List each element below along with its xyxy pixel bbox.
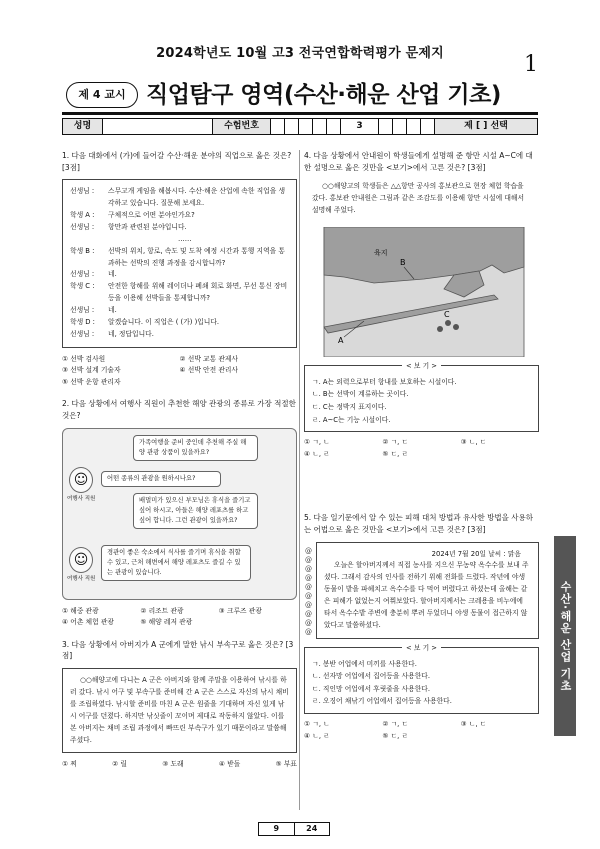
choice-option: ③ 도래	[162, 760, 184, 769]
speaker-label: 선생님 :	[70, 329, 95, 338]
dialogue-text: 네.	[108, 306, 117, 315]
exam-no-cell[interactable]	[271, 119, 285, 134]
chat-bubble: 배멀미가 있으신 부모님은 휴식을 즐기고 싶어 하시고, 아들은 해양 레포츠를 하고 싶어 합니다. 그런 관광이 있을까요?	[133, 493, 258, 529]
speaker-label: 학생 D :	[70, 318, 95, 327]
choice-option: ⑤ ㄷ, ㄹ	[382, 449, 409, 458]
chat-bubble: 가족여행을 준비 중인데 추천해 주실 해양 관광 상품이 있을까요?	[133, 435, 258, 461]
dialogue-line	[70, 281, 289, 305]
dialogue-text: 알겠습니다. 이 직업은 ( (가) )입니다.	[108, 318, 220, 327]
choice-option: ① ㄱ, ㄴ	[304, 438, 330, 447]
page-footer	[258, 822, 330, 836]
exam-no-cell[interactable]	[285, 119, 299, 134]
speaker-label: 학생 B :	[70, 246, 95, 255]
exam-no-cell[interactable]	[407, 119, 421, 134]
q5-choices	[304, 719, 539, 742]
subject-title: 직업탐구 영역(수산·해운 산업 기초)	[146, 82, 501, 108]
q1-choices	[62, 354, 297, 389]
choice-option: ② 릴	[112, 760, 127, 769]
dialogue-line	[70, 222, 289, 234]
speaker-label: 선생님 :	[70, 306, 95, 315]
choice-option: ③ 크루즈 관광	[218, 606, 262, 615]
footer-total-pages: 24	[294, 823, 330, 835]
choice-option: ⑤ ㄷ, ㄹ	[382, 731, 409, 740]
choice-option: ② 리조트 관광	[140, 606, 184, 615]
dialogue-text: 선박의 위치, 항로, 속도 및 도착 예정 시간과 통행 지역을 통과하는 선박의 진행 과정을 감시합니까?	[108, 246, 285, 267]
choice-option: ① 찌	[62, 760, 77, 769]
dialogue-line	[70, 210, 289, 222]
choice-option: ④ 받돌	[218, 760, 241, 769]
q3-stem: 3. 다음 상황에서 아버지가 A 군에게 말한 낚시 부속구로 옳은 것은? [3점]	[62, 639, 294, 661]
dialogue-line	[70, 305, 289, 317]
exam-no-cell[interactable]	[379, 119, 393, 134]
subject-side-tab: 수산·해운 산업 기초	[554, 536, 576, 736]
map-label-c: C	[444, 309, 450, 319]
footer-current-page: 9	[273, 824, 280, 833]
choice-option: ③ 선박 설계 기술자	[62, 366, 121, 375]
dialogue-line	[70, 186, 289, 210]
q2-choices	[62, 606, 297, 629]
q4-passage: ○○해양고의 학생들은 △△항만 공사의 홍보관으로 현장 체험 학습을 갔다. 홍보관 안내원은 그림과 같은 조감도를 이용해 항만 시설에 대해서 설명해 주었다.	[312, 182, 525, 215]
choice-option: ③ ㄴ, ㄷ	[460, 720, 487, 728]
q3-choices	[62, 759, 297, 769]
choice-option: ① 선박 검사원	[62, 354, 106, 363]
exam-no-label: 수험번호	[213, 119, 271, 134]
choice-option: ① 해중 관광	[62, 606, 99, 615]
chat-bubble: 어떤 종류의 관광을 원하시나요?	[101, 471, 221, 487]
page-number: 1	[524, 52, 538, 77]
speaker-label: 선생님 :	[70, 270, 95, 279]
q4-bogi-box	[304, 361, 539, 432]
choice-option: ⑤ 선박 운항 관리자	[62, 377, 121, 386]
bogi-item: ㄷ. 직인망 어업에서 후릿줄을 사용한다.	[312, 684, 431, 693]
choice-option: ⑤ 부표	[275, 760, 297, 769]
bogi-item: ㄴ. 선자망 어업에서 집어등을 사용한다.	[312, 672, 431, 681]
dialogue-line	[70, 317, 289, 329]
dialogue-text: ……	[178, 234, 192, 243]
q5-diary	[305, 542, 539, 639]
choice-option: ③ ㄴ, ㄷ	[460, 438, 487, 447]
choice-option: ④ 어촌 체험 관광	[62, 618, 114, 627]
q4-stem: 4. 다음 상황에서 안내원이 학생들에게 설명해 준 항만 시설 A~C에 대한 설명으로 옳은 것만을 <보기>에서 고른 것은? [3점]	[304, 151, 533, 172]
bogi-item: ㄱ. 봉받 어업에서 미끼를 사용한다.	[312, 659, 417, 668]
map-label-b: B	[400, 257, 406, 267]
dialogue-line	[70, 234, 289, 246]
agent-label: 여행사 직원	[67, 575, 96, 582]
q5-stem: 5. 다음 일기문에서 알 수 있는 피해 대처 방법과 유사한 방법을 사용하는 어법으로 옳은 것만을 <보기>에서 고른 것은? [3점]	[304, 513, 533, 534]
diary-text: 오늘은 할아버지께서 직접 농사를 지으신 무농약 옥수수를 보내 주셨다. 그래서 감사의 인사를 전하기 위해 전화를 드렸다. 작년에 야생 동물이 밭을 파헤치고 옥수수를 다 먹어 버렸다고 하셨는데 올해는 같은 피해가 없었는지 여쭤보았다. 할아버지께서는 크레용을 비누에에 타서 옥수수밭 주변에 충분히 뿌려 두었더니 야생 동물이 접근하지 않았다고 말씀하셨다.	[324, 561, 529, 629]
bogi-title: < 보 기 >	[402, 644, 441, 652]
q1-stem: 1. 다음 대화에서 (가)에 들어갈 수산·해운 분야의 직업으로 옳은 것은? [3점]	[62, 151, 292, 172]
choice-option: ④ 선박 안전 관리사	[179, 366, 239, 375]
header-rule	[62, 112, 538, 115]
agent-avatar-icon: ☺	[69, 547, 93, 573]
bogi-item: ㄱ. A는 외력으로부터 항내를 보호하는 시설이다.	[312, 377, 457, 386]
exam-no-digit: 3	[341, 119, 379, 134]
dialogue-line	[70, 246, 289, 270]
choice-option: ① ㄱ, ㄴ	[304, 720, 330, 728]
q2-chat-screen	[62, 428, 297, 600]
bogi-item: ㄹ. 오징어 채낚기 어업에서 집어등을 사용한다.	[312, 697, 452, 706]
map-land-label: 육지	[374, 248, 388, 257]
diary-date: 2024년 7월 20일 날씨 : 맑음	[431, 549, 521, 558]
speaker-label: 선생님 :	[70, 187, 95, 196]
dialogue-text: 안전한 항해를 위해 레이더나 폐쇄 회로 화면, 무선 통신 장비 등을 이용해 선박들을 통제합니까?	[108, 282, 288, 303]
bogi-item: ㄹ. A~C는 기능 시설이다.	[312, 415, 391, 424]
choice-option: ⑤ 해양 레저 관광	[140, 618, 193, 627]
exam-no-cell[interactable]	[327, 119, 341, 134]
dialogue-line	[70, 329, 289, 341]
column-divider	[299, 150, 300, 810]
speaker-label: 학생 C :	[70, 282, 95, 291]
dialogue-text: 구체적으로 어떤 분야인가요?	[108, 211, 195, 220]
bogi-item: ㄴ. B는 선박이 계류하는 곳이다.	[312, 390, 409, 399]
exam-no-cell[interactable]	[299, 119, 313, 134]
left-column	[62, 150, 297, 770]
exam-no-cell[interactable]	[313, 119, 327, 134]
agent-avatar-icon: ☺	[69, 467, 93, 493]
dialogue-text: 스무고개 게임을 해봅시다. 수산·해운 산업에 속한 직업을 생각하고 있습니다. 질문해 보세요.	[108, 187, 286, 208]
q5-bogi-box	[304, 643, 539, 714]
session-badge: 제 4 교시	[66, 82, 138, 108]
q4-port-map	[304, 227, 539, 357]
q3-passage: ○○해양고에 다니는 A 군은 아버지와 함께 주말을 이용하여 낚시를 하러 갔다. 낚시 어구 및 부속구를 준비해 간 A 군은 스스로 자신의 낚시 채비를 조립하였다. 낚시할 준비를 마친 A 군은 원줄을 기대하며 자신 있게 낚시 어구를 던졌다. 하지만 낚싯줄이 꼬이며 제대로 작동하지 않았다. 이를 본 아버지는 채비 조립 과정에서 빠뜨린 부속구가 있기 때문이라고 말씀해 주셨다.	[62, 668, 297, 753]
bogi-item: ㄷ. C는 정박지 표지이다.	[312, 403, 387, 412]
q2-stem: 2. 다음 상황에서 여행사 직원이 추천한 해양 관광의 종류로 가장 적절한 것은?	[62, 399, 296, 421]
choice-option: ② ㄱ, ㄷ	[382, 438, 409, 447]
exam-no-cell[interactable]	[393, 119, 407, 134]
dialogue-line	[70, 269, 289, 281]
speaker-label: 학생 A :	[70, 211, 95, 220]
choice-option: ② ㄱ, ㄷ	[382, 720, 409, 728]
exam-header-title: 2024학년도 10월 고3 전국연합학력평가 문제지	[156, 46, 444, 61]
q4-choices	[304, 437, 539, 460]
q1-dialogue-box	[62, 179, 297, 348]
dialogue-text: 네.	[108, 270, 117, 279]
right-column	[304, 150, 539, 752]
spiral-binding-icon: @ @ @ @ @ @ @ @ @ @	[305, 546, 312, 636]
dialogue-text: 항만과 관련된 분야입니다.	[108, 222, 187, 231]
chat-bubble: 경관이 좋은 숙소에서 식사를 즐기며 휴식을 취할 수 있고, 근처 해변에서 해양 레포츠도 즐길 수 있는 관광이 있습니다.	[101, 545, 251, 581]
map-label-a: A	[338, 335, 344, 345]
dialogue-text: 네, 정답입니다.	[108, 329, 154, 338]
agent-label: 여행사 직원	[67, 495, 96, 502]
student-info-row	[62, 118, 538, 135]
speaker-label: 선생님 :	[70, 222, 95, 231]
bogi-title: < 보 기 >	[402, 362, 441, 370]
choice-option: ④ ㄴ, ㄹ	[304, 731, 330, 740]
choice-option: ② 선박 교통 관제사	[179, 354, 239, 363]
exam-no-cell[interactable]	[421, 119, 435, 134]
choice-label: 제 [ ] 선택	[435, 119, 537, 134]
choice-option: ④ ㄴ, ㄹ	[304, 449, 330, 458]
speaker-label	[70, 234, 108, 246]
name-label: 성명	[63, 119, 103, 134]
name-field[interactable]	[103, 119, 213, 134]
